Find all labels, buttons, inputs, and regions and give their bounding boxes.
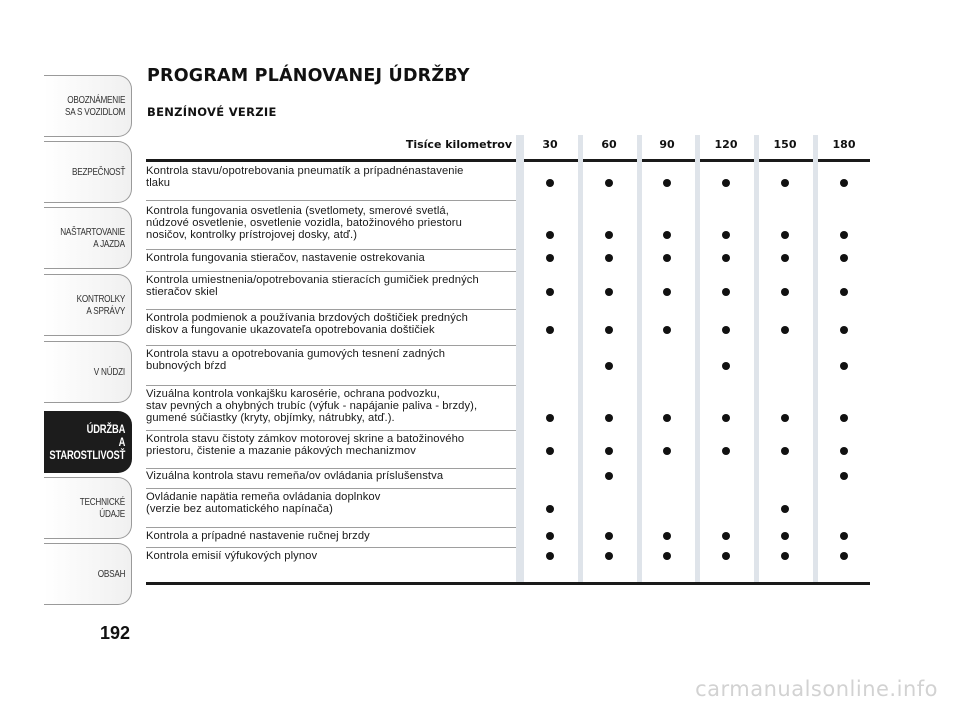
schedule-row-text: Kontrola stavu a opotrebovania gumových tesnení zadných bubnových bŕzd — [146, 348, 446, 373]
service-dot — [781, 447, 789, 455]
page-number: 192 — [100, 623, 131, 643]
page-title: PROGRAM PLÁNOVANEJ ÚDRŽBY — [147, 66, 470, 86]
service-dot — [840, 179, 848, 187]
column-stripe — [637, 135, 642, 582]
chapter-tab-label: OBOZNÁMENIE SA S VOZIDLOM — [64, 94, 125, 118]
service-dot — [605, 552, 613, 560]
service-dot — [546, 414, 554, 422]
row-divider — [146, 547, 516, 548]
km-column-header: 60 — [601, 138, 617, 151]
chapter-tab-label: TECHNICKÉ ÚDAJE — [79, 496, 125, 520]
schedule-row-text: Kontrola a prípadné nastavenie ručnej brzdy — [146, 530, 370, 542]
schedule-row-text: Vizuálna kontrola stavu remeňa/ov ovládania príslušenstva — [146, 470, 444, 482]
chapter-tab[interactable] — [44, 411, 132, 473]
service-dot — [605, 362, 613, 370]
service-dot — [663, 447, 671, 455]
service-dot — [840, 362, 848, 370]
km-column-header: 90 — [659, 138, 675, 151]
service-dot — [840, 532, 848, 540]
service-dot — [605, 414, 613, 422]
service-dot — [781, 288, 789, 296]
table-top-rule — [146, 159, 870, 162]
service-dot — [722, 179, 730, 187]
service-dot — [546, 326, 554, 334]
column-stripe — [578, 135, 583, 582]
maintenance-schedule-table — [146, 135, 870, 587]
service-dot — [605, 532, 613, 540]
service-dot — [840, 288, 848, 296]
chapter-tab-label: KONTROLKY A SPRÁVY — [76, 293, 125, 317]
service-dot — [546, 254, 554, 262]
chapter-tab[interactable] — [44, 141, 132, 203]
table-bottom-rule — [146, 582, 870, 585]
service-dot — [663, 231, 671, 239]
row-divider — [146, 527, 516, 528]
service-dot — [722, 362, 730, 370]
service-dot — [546, 447, 554, 455]
service-dot — [605, 447, 613, 455]
chapter-tab-label: OBSAH — [97, 568, 125, 580]
watermark: carmanualsonline.info — [695, 677, 938, 701]
service-dot — [722, 532, 730, 540]
service-dot — [605, 254, 613, 262]
chapter-tab-label: V NÚDZI — [93, 366, 125, 378]
chapter-tab-label: ÚDRŽBA A STAROSTLIVOSŤ — [49, 421, 125, 462]
service-dot — [840, 254, 848, 262]
service-dot — [546, 231, 554, 239]
row-divider — [146, 271, 516, 272]
km-header-label: Tisíce kilometrov — [405, 138, 512, 151]
service-dot — [722, 254, 730, 262]
column-stripe — [695, 135, 700, 582]
row-divider — [146, 385, 516, 386]
service-dot — [781, 179, 789, 187]
chapter-tab[interactable] — [44, 75, 132, 137]
service-dot — [722, 288, 730, 296]
service-dot — [663, 326, 671, 334]
service-dot — [840, 414, 848, 422]
schedule-row-text: Kontrola stavu čistoty zámkov motorovej skrine a batožinového priestoru, čistenie a mazanie pákových mechanizmov — [146, 433, 465, 458]
service-dot — [722, 447, 730, 455]
service-dot — [781, 414, 789, 422]
service-dot — [663, 414, 671, 422]
km-column-header: 30 — [542, 138, 558, 151]
column-stripe — [516, 135, 524, 582]
chapter-tab[interactable] — [44, 341, 132, 403]
km-column-header: 150 — [773, 138, 797, 151]
service-dot — [840, 472, 848, 480]
schedule-row-text: Kontrola fungovania stieračov, nastavenie ostrekovania — [146, 252, 425, 264]
service-dot — [781, 231, 789, 239]
row-divider — [146, 200, 516, 201]
service-dot — [781, 505, 789, 513]
row-divider — [146, 309, 516, 310]
chapter-tab[interactable] — [44, 274, 132, 336]
schedule-row-text: Kontrola stavu/opotrebovania pneumatík a prípadnénastavenie tlaku — [146, 165, 464, 190]
service-dot — [663, 532, 671, 540]
service-dot — [605, 326, 613, 334]
service-dot — [663, 288, 671, 296]
chapter-tab[interactable] — [44, 207, 132, 269]
service-dot — [781, 254, 789, 262]
row-divider — [146, 430, 516, 431]
service-dot — [546, 552, 554, 560]
service-dot — [781, 326, 789, 334]
service-dot — [605, 472, 613, 480]
row-divider — [146, 345, 516, 346]
schedule-row-text: Kontrola fungovania osvetlenia (svetlomety, smerové svetlá, núdzové osvetlenie, osvetlenie vozidla, batožinového priestoru nosičov, kontrolky prístrojovej dosky, atď.) — [146, 205, 462, 242]
schedule-row-text: Ovládanie napätia remeňa ovládania doplnkov (verzie bez automatického napínača) — [146, 491, 381, 516]
km-column-header: 180 — [832, 138, 856, 151]
service-dot — [546, 179, 554, 187]
service-dot — [663, 254, 671, 262]
service-dot — [605, 288, 613, 296]
service-dot — [840, 326, 848, 334]
service-dot — [840, 231, 848, 239]
service-dot — [781, 552, 789, 560]
service-dot — [722, 414, 730, 422]
service-dot — [546, 288, 554, 296]
schedule-row-text: Kontrola emisií výfukových plynov — [146, 550, 318, 562]
service-dot — [781, 532, 789, 540]
service-dot — [663, 179, 671, 187]
chapter-tab[interactable] — [44, 543, 132, 605]
chapter-tab-label: NAŠTARTOVANIE A JAZDA — [60, 226, 125, 250]
service-dot — [840, 447, 848, 455]
column-stripe — [813, 135, 818, 582]
chapter-tab-label: BEZPEČNOSŤ — [71, 166, 125, 178]
section-subtitle: BENZÍNOVÉ VERZIE — [147, 105, 277, 119]
chapter-tab[interactable] — [44, 477, 132, 539]
column-stripe — [754, 135, 759, 582]
row-divider — [146, 468, 516, 469]
row-divider — [146, 488, 516, 489]
schedule-row-text: Vizuálna kontrola vonkajšku karosérie, ochrana podvozku, stav pevných a ohybných trubíc (výfuk - napájanie paliva - brzdy), gumené súčiastky (kryty, objímky, nátrubky, atď.). — [146, 388, 478, 425]
schedule-row-text: Kontrola umiestnenia/opotrebovania stieracích gumičiek predných stieračov skiel — [146, 274, 479, 299]
row-divider — [146, 249, 516, 250]
service-dot — [722, 552, 730, 560]
service-dot — [605, 179, 613, 187]
service-dot — [722, 326, 730, 334]
service-dot — [722, 231, 730, 239]
service-dot — [546, 505, 554, 513]
km-column-header: 120 — [714, 138, 738, 151]
schedule-row-text: Kontrola podmienok a používania brzdových doštičiek predných diskov a fungovanie ukazovateľa opotrebovania doštičiek — [146, 312, 468, 337]
service-dot — [546, 532, 554, 540]
service-dot — [605, 231, 613, 239]
service-dot — [840, 552, 848, 560]
service-dot — [663, 552, 671, 560]
